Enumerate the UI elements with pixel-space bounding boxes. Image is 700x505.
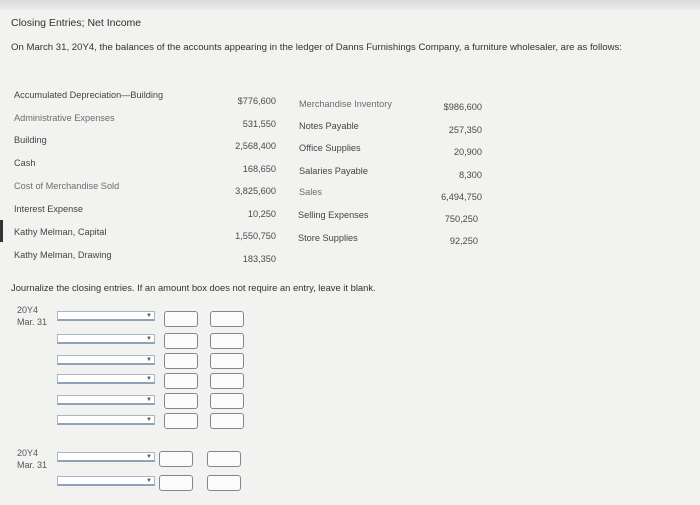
account-name: Merchandise Inventory (299, 99, 392, 109)
account-amount: 10,250 (247, 209, 276, 219)
debit-amount-input[interactable] (164, 353, 198, 369)
account-name: Accumulated Depreciation—Building (14, 90, 164, 100)
account-amount: 20,900 (453, 147, 482, 157)
problem-intro: On March 31, 20Y4, the balances of the accounts appearing in the ledger of Danns Furnishings Company, a furniture wholesaler, are as follows: (11, 42, 622, 53)
credit-amount-input[interactable] (210, 393, 244, 409)
account-amount: 6,494,750 (441, 192, 482, 202)
account-name: Office Supplies (299, 143, 361, 153)
account-amount: $776,600 (237, 96, 276, 106)
account-name: Kathy Melman, Drawing (14, 250, 112, 260)
chevron-down-icon: ▼ (146, 357, 152, 363)
chevron-down-icon: ▼ (146, 376, 152, 382)
credit-amount-input[interactable] (210, 413, 244, 429)
chevron-down-icon: ▼ (146, 397, 152, 403)
credit-amount-input[interactable] (210, 311, 244, 327)
entry-date: Mar. 31 (17, 317, 48, 327)
account-amount: 3,825,600 (235, 186, 276, 196)
account-name: Notes Payable (299, 121, 359, 131)
account-amount: 168,650 (242, 164, 276, 174)
entry-date: Mar. 31 (17, 460, 48, 470)
debit-amount-input[interactable] (164, 393, 198, 409)
account-select[interactable] (57, 355, 155, 365)
account-amount: 257,350 (448, 125, 482, 135)
problem-title: Closing Entries; Net Income (11, 17, 142, 29)
debit-amount-input[interactable] (164, 311, 198, 327)
account-amount: 92,250 (449, 236, 478, 246)
account-amount: 183,350 (242, 254, 276, 264)
account-select[interactable] (57, 311, 155, 321)
account-select[interactable] (57, 374, 155, 384)
account-name: Sales (299, 187, 322, 197)
credit-amount-input[interactable] (207, 451, 241, 467)
chevron-down-icon: ▼ (146, 417, 152, 423)
account-name: Kathy Melman, Capital (14, 227, 107, 237)
account-amount: 531,550 (242, 119, 276, 129)
account-select[interactable] (57, 415, 155, 425)
account-name: Selling Expenses (298, 210, 369, 220)
page-edge-marker (0, 220, 3, 242)
debit-amount-input[interactable] (164, 413, 198, 429)
debit-amount-input[interactable] (164, 373, 198, 389)
credit-amount-input[interactable] (210, 333, 244, 349)
debit-amount-input[interactable] (159, 475, 193, 491)
account-select[interactable] (57, 395, 155, 405)
account-name: Cash (14, 158, 36, 168)
entry-year: 20Y4 (17, 448, 39, 458)
account-name: Interest Expense (14, 204, 83, 214)
debit-amount-input[interactable] (159, 451, 193, 467)
account-name: Salaries Payable (299, 166, 368, 176)
entry-year: 20Y4 (17, 305, 39, 315)
chevron-down-icon: ▼ (146, 313, 152, 319)
chevron-down-icon: ▼ (146, 478, 152, 484)
account-name: Store Supplies (298, 233, 358, 243)
credit-amount-input[interactable] (210, 353, 244, 369)
debit-amount-input[interactable] (164, 333, 198, 349)
account-name: Building (14, 135, 47, 145)
account-amount: 1,550,750 (235, 231, 276, 241)
chevron-down-icon: ▼ (146, 336, 152, 342)
account-select[interactable] (57, 334, 155, 344)
credit-amount-input[interactable] (210, 373, 244, 389)
account-amount: 8,300 (459, 170, 482, 180)
instructions: Journalize the closing entries. If an amount box does not require an entry, leave it blank. (11, 282, 376, 293)
account-select[interactable] (57, 476, 155, 486)
account-select[interactable] (57, 452, 155, 462)
credit-amount-input[interactable] (207, 475, 241, 491)
account-amount: 750,250 (444, 214, 478, 224)
top-bar (0, 0, 700, 10)
account-name: Cost of Merchandise Sold (14, 181, 120, 191)
account-amount: $986,600 (443, 102, 482, 112)
account-name: Administrative Expenses (14, 113, 115, 123)
chevron-down-icon: ▼ (146, 454, 152, 460)
account-amount: 2,568,400 (235, 141, 276, 151)
